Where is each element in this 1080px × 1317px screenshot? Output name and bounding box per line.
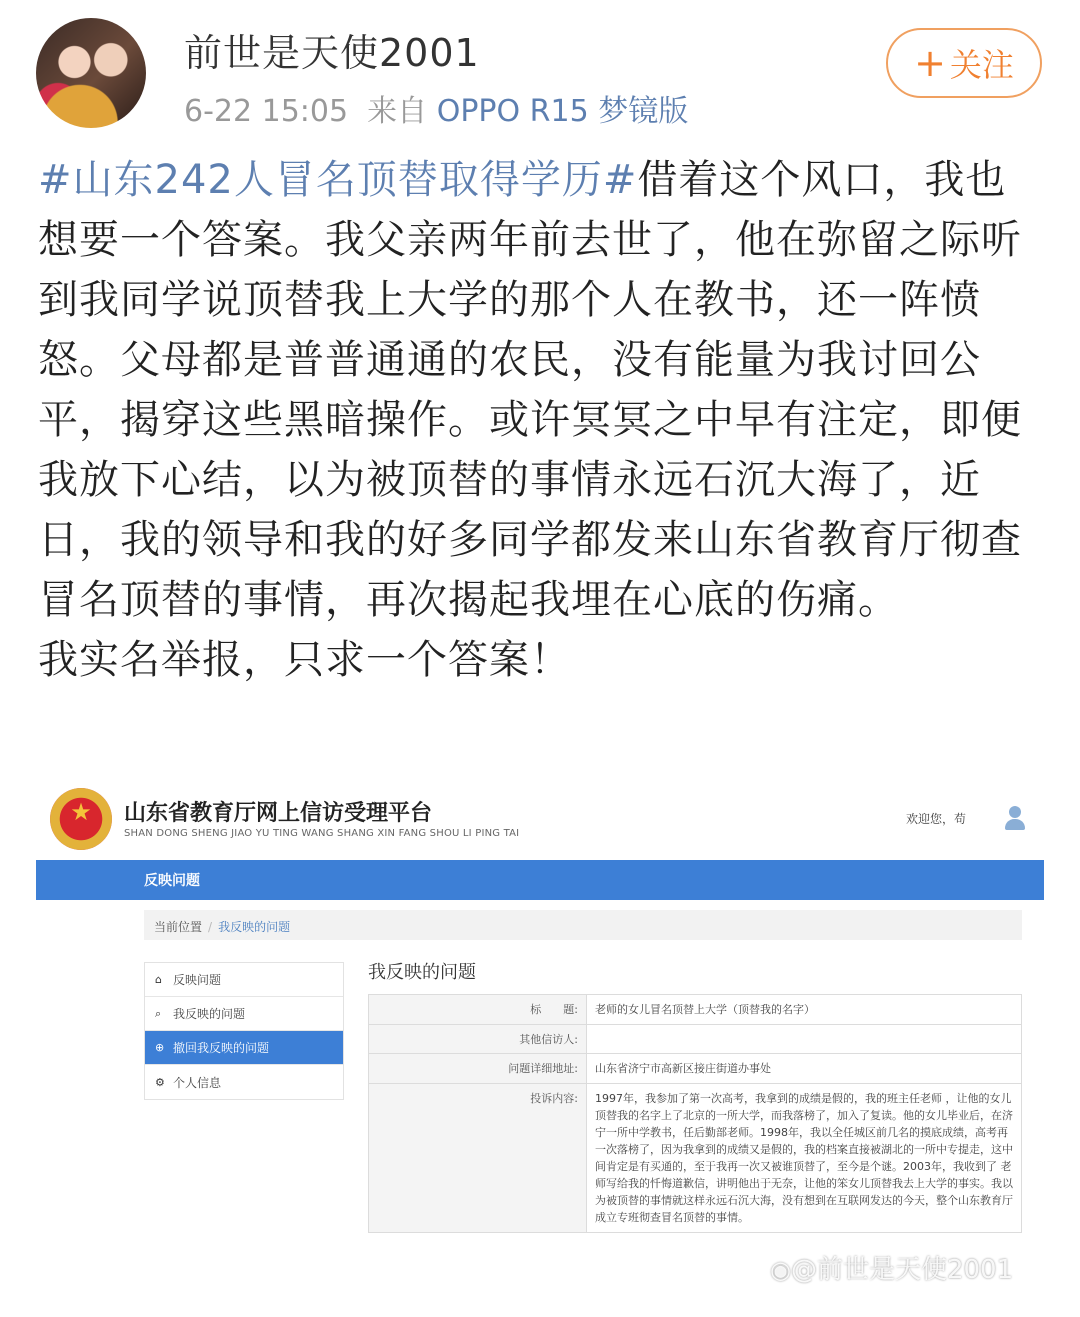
nav-label: 撤回我反映的问题: [173, 1041, 270, 1055]
table-row: [369, 1025, 1022, 1054]
breadcrumb-label: 当前位置: [154, 920, 203, 934]
field-label: 投诉内容:: [369, 1084, 587, 1233]
nav-label: 我反映的问题: [173, 1007, 246, 1021]
table-row: [369, 1054, 1022, 1084]
device-link[interactable]: OPPO R15 梦镜版: [436, 94, 689, 129]
home-icon: ⌂: [155, 973, 162, 986]
portal-header: [36, 778, 1044, 860]
follow-button[interactable]: [886, 28, 1042, 98]
nav-item-report: [145, 963, 343, 997]
post-time: 6-22 15:05: [184, 94, 349, 129]
topic-link[interactable]: #山东242人冒名顶替取得学历#: [38, 157, 638, 203]
attached-screenshot[interactable]: [36, 778, 1044, 1258]
undo-icon: ⊕: [155, 1041, 165, 1054]
post-closing: 我实名举报，只求一个答案！: [38, 637, 571, 683]
panel-title: 我反映的问题: [368, 962, 476, 983]
breadcrumb: 当前位置 / 我反映的问题: [144, 910, 1022, 940]
user-icon: [1004, 806, 1026, 830]
post-body: 借着这个风口，我也想要一个答案。我父亲两年前去世了，他在弥留之际听到我同学说顶替我上大学的那个人在教书，还一阵愤怒。父母都是普普通通的农民，没有能量为我讨回公平，揭穿这些黑暗操作。或许冥冥之中早有注定，即便我放下心结，以为被顶替的事情永远石沉大海了，近日，我的领导和我的好多同学都发来山东省教育厅彻查冒名顶替的事情，再次揭起我埋在心底的伤痛。: [38, 157, 1022, 623]
field-value: 老师的女儿冒名顶替上大学（顶替我的名字）: [587, 995, 1022, 1025]
weibo-watermark: [770, 1249, 1013, 1286]
portal-title: 山东省教育厅网上信访受理平台: [124, 801, 433, 826]
nav-item-my-reports: [145, 997, 343, 1031]
table-row: [369, 1084, 1022, 1233]
menu-bar: [36, 860, 1044, 900]
field-label: 问题详细地址:: [369, 1054, 587, 1084]
nav-item-profile: [145, 1065, 343, 1099]
plus-icon: +: [914, 41, 946, 85]
nav-label: 个人信息: [173, 1075, 222, 1090]
main-panel: [368, 958, 1022, 1233]
side-nav: [144, 962, 344, 1100]
search-icon: ⌕: [155, 1006, 162, 1020]
post-meta: [184, 86, 688, 130]
watermark-text: @前世是天使2001: [790, 1255, 1014, 1285]
source-prefix: 来自: [367, 94, 428, 129]
field-label: 标 题:: [369, 995, 587, 1025]
table-row: [369, 995, 1022, 1025]
national-emblem-icon: [50, 788, 112, 850]
weibo-logo-icon: ◉: [770, 1256, 791, 1284]
field-value: [587, 1025, 1022, 1054]
report-details-table: [368, 994, 1022, 1233]
menu-item-report: 反映问题: [144, 873, 200, 889]
field-value: 山东省济宁市高新区接庄街道办事处: [587, 1054, 1022, 1084]
field-value: 1997年，我参加了第一次高考，我拿到的成绩是假的，我的班主任老师 ，让他的女儿顶替我的名字上了北京的一所大学，而我落榜了，加入了复读。他的女儿毕业后，在济宁一所中学教书，任后勤部老师。1998年，我以全任城区前几名的摸底成绩，高考再一次落榜了，因为我拿到的成绩又是假的，我的档案直接被湖北的一所中专提走，这中间肯定是有买通的，至于我再一次又被谁顶替了，至今是个谜。2003年，我收到了 老师写给我的忏悔道歉信，讲明他出于无奈，让他的笨女儿顶替我去上大学的事实。我以为被顶替的事情就这样永远石沉大海，没有想到在互联网发达的今天，整个山东教育厅成立专班彻查冒名顶替的事情。: [587, 1084, 1022, 1233]
portal-subtitle: SHAN DONG SHENG JIAO YU TING WANG SHANG XIN FANG SHOU LI PING TAI: [124, 828, 520, 839]
post-text: [38, 150, 1038, 690]
nav-label: 反映问题: [173, 973, 222, 987]
welcome-text: 欢迎您，苟: [906, 812, 967, 826]
avatar[interactable]: [36, 18, 146, 128]
breadcrumb-current: 我反映的问题: [218, 920, 291, 934]
gear-icon: ⚙: [155, 1075, 165, 1089]
nav-item-withdraw: [145, 1031, 343, 1065]
username[interactable]: 前世是天使2001: [184, 31, 480, 75]
follow-label: 关注: [949, 46, 1014, 84]
field-label: 其他信访人:: [369, 1025, 587, 1054]
